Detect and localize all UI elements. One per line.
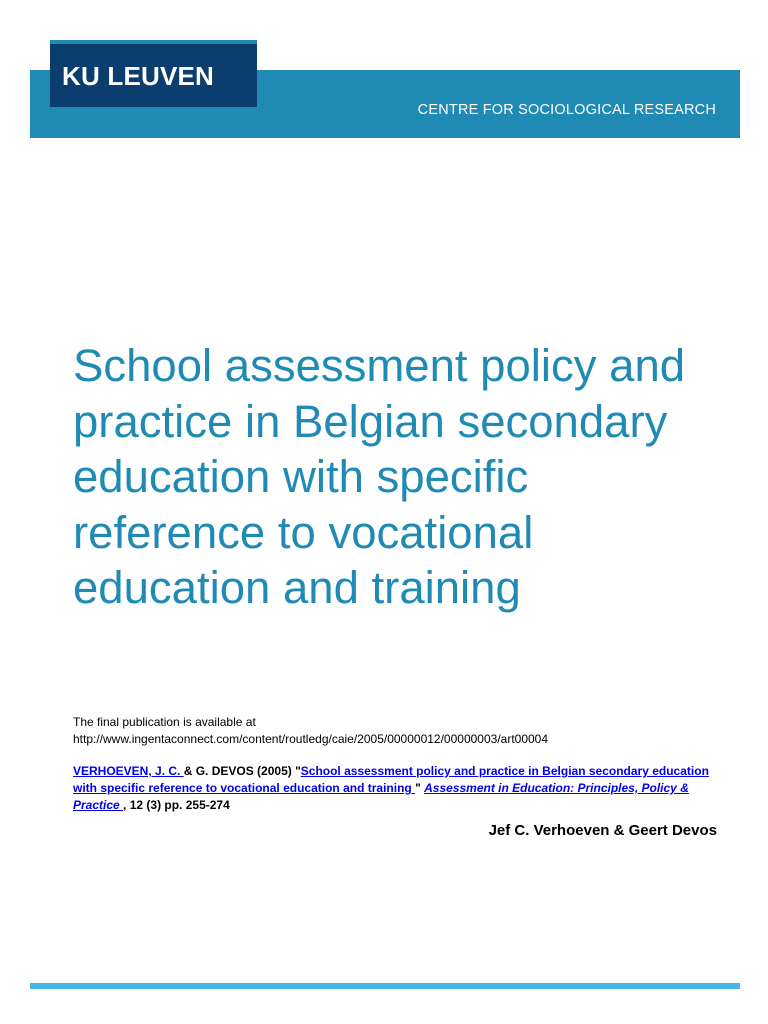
citation xyxy=(73,763,713,814)
availability-note xyxy=(73,714,713,748)
centre-name: CENTRE FOR SOCIOLOGICAL RESEARCH xyxy=(417,102,716,118)
author-link[interactable]: VERHOEVEN, J. C. xyxy=(73,764,184,778)
quote-close: " xyxy=(415,781,425,795)
volume-pages: , 12 (3) pp. 255-274 xyxy=(123,798,230,812)
logo-text: KU LEUVEN xyxy=(62,61,215,91)
article-link[interactable]: School assessment policy and practice in Belgian secondary education with specific reference to vocational education and training xyxy=(73,764,709,795)
logo-underline xyxy=(50,107,257,110)
journal-link[interactable]: Assessment in Education: Principles, Policy & Practice xyxy=(73,781,689,812)
authors: Jef C. Verhoeven & Geert Devos xyxy=(488,822,717,839)
availability-line: The final publication is available at xyxy=(73,715,256,729)
publication-url: http://www.ingentaconnect.com/content/routledg/caie/2005/00000012/00000003/art00004 xyxy=(73,732,549,746)
document-title: School assessment policy and practice in Belgian secondary education with specific reference to vocational education and training xyxy=(73,340,686,613)
footer-divider xyxy=(30,983,740,989)
ku-leuven-logo xyxy=(50,40,257,110)
coauthor-year: & G. DEVOS (2005) " xyxy=(183,764,301,778)
